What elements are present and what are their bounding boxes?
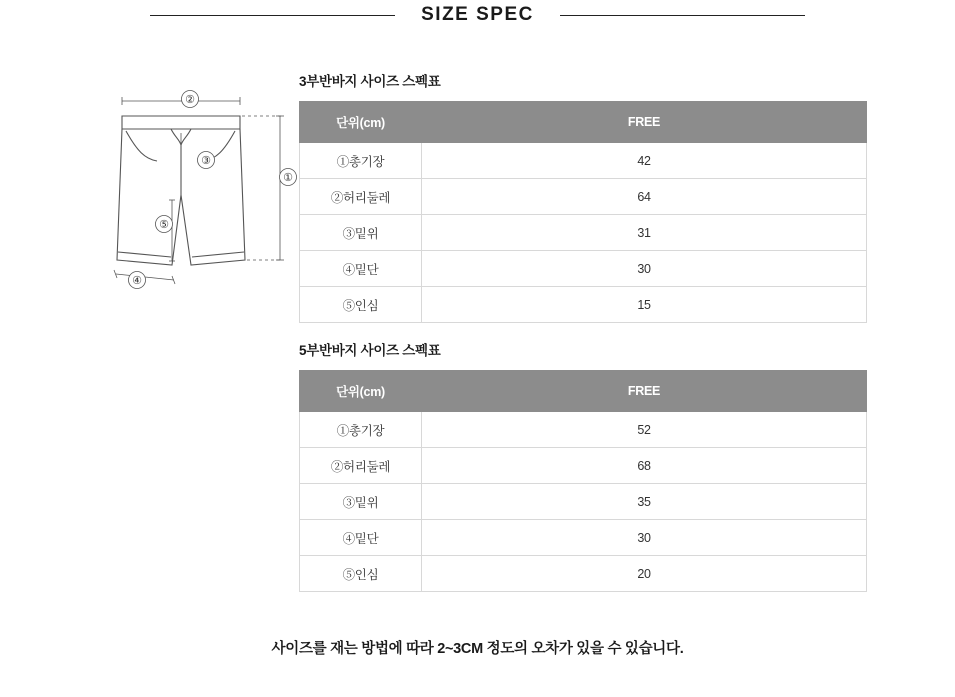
diagram-marker-3: ③ xyxy=(201,155,211,167)
table-row xyxy=(300,287,867,323)
column-header-unit: 단위(cm) xyxy=(300,102,422,143)
row-label: ③밑위 xyxy=(300,215,422,251)
diagram-marker-1: ① xyxy=(283,172,293,184)
table-row xyxy=(300,556,867,592)
row-label: ①총기장 xyxy=(300,412,422,448)
measurement-disclaimer: 사이즈를 재는 방법에 따라 2~3CM 정도의 오차가 있을 수 있습니다. xyxy=(271,641,684,657)
row-label: ⑤인심 xyxy=(300,556,422,592)
diagram-marker-5: ⑤ xyxy=(159,219,169,231)
table-row xyxy=(300,143,867,179)
page-header xyxy=(0,0,955,30)
diagram-marker-2: ② xyxy=(185,94,195,106)
column-header-unit: 단위(cm) xyxy=(300,371,422,412)
page-title: SIZE SPEC xyxy=(421,4,534,25)
table-row xyxy=(300,179,867,215)
row-label: ④밑단 xyxy=(300,251,422,287)
row-value: 30 xyxy=(422,251,867,287)
row-value: 52 xyxy=(422,412,867,448)
row-label: ③밑위 xyxy=(300,484,422,520)
header-rule-left xyxy=(150,15,395,16)
row-value: 20 xyxy=(422,556,867,592)
spec-caption: 5부반바지 사이즈 스펙표 xyxy=(299,343,441,358)
row-value: 68 xyxy=(422,448,867,484)
size-spec-table xyxy=(299,101,867,323)
row-value: 42 xyxy=(422,143,867,179)
table-header-row xyxy=(300,371,867,412)
row-value: 35 xyxy=(422,484,867,520)
column-header-free: FREE xyxy=(422,371,867,412)
row-label: ④밑단 xyxy=(300,520,422,556)
shorts-diagram-svg xyxy=(75,75,305,305)
spec-block-3bu xyxy=(299,70,866,323)
row-label: ⑤인심 xyxy=(300,287,422,323)
column-header-free: FREE xyxy=(422,102,867,143)
table-row xyxy=(300,484,867,520)
shorts-measurement-diagram xyxy=(75,75,305,305)
size-spec-table xyxy=(299,370,867,592)
row-label: ②허리둘레 xyxy=(300,179,422,215)
table-row xyxy=(300,251,867,287)
row-value: 15 xyxy=(422,287,867,323)
table-row xyxy=(300,520,867,556)
row-value: 31 xyxy=(422,215,867,251)
row-label: ①총기장 xyxy=(300,143,422,179)
table-row xyxy=(300,448,867,484)
spec-caption: 3부반바지 사이즈 스펙표 xyxy=(299,74,441,89)
spec-block-5bu xyxy=(299,339,866,592)
row-value: 30 xyxy=(422,520,867,556)
table-row xyxy=(300,215,867,251)
row-value: 64 xyxy=(422,179,867,215)
table-header-row xyxy=(300,102,867,143)
table-row xyxy=(300,412,867,448)
diagram-marker-4: ④ xyxy=(132,275,142,287)
header-rule-right xyxy=(560,15,805,16)
row-label: ②허리둘레 xyxy=(300,448,422,484)
